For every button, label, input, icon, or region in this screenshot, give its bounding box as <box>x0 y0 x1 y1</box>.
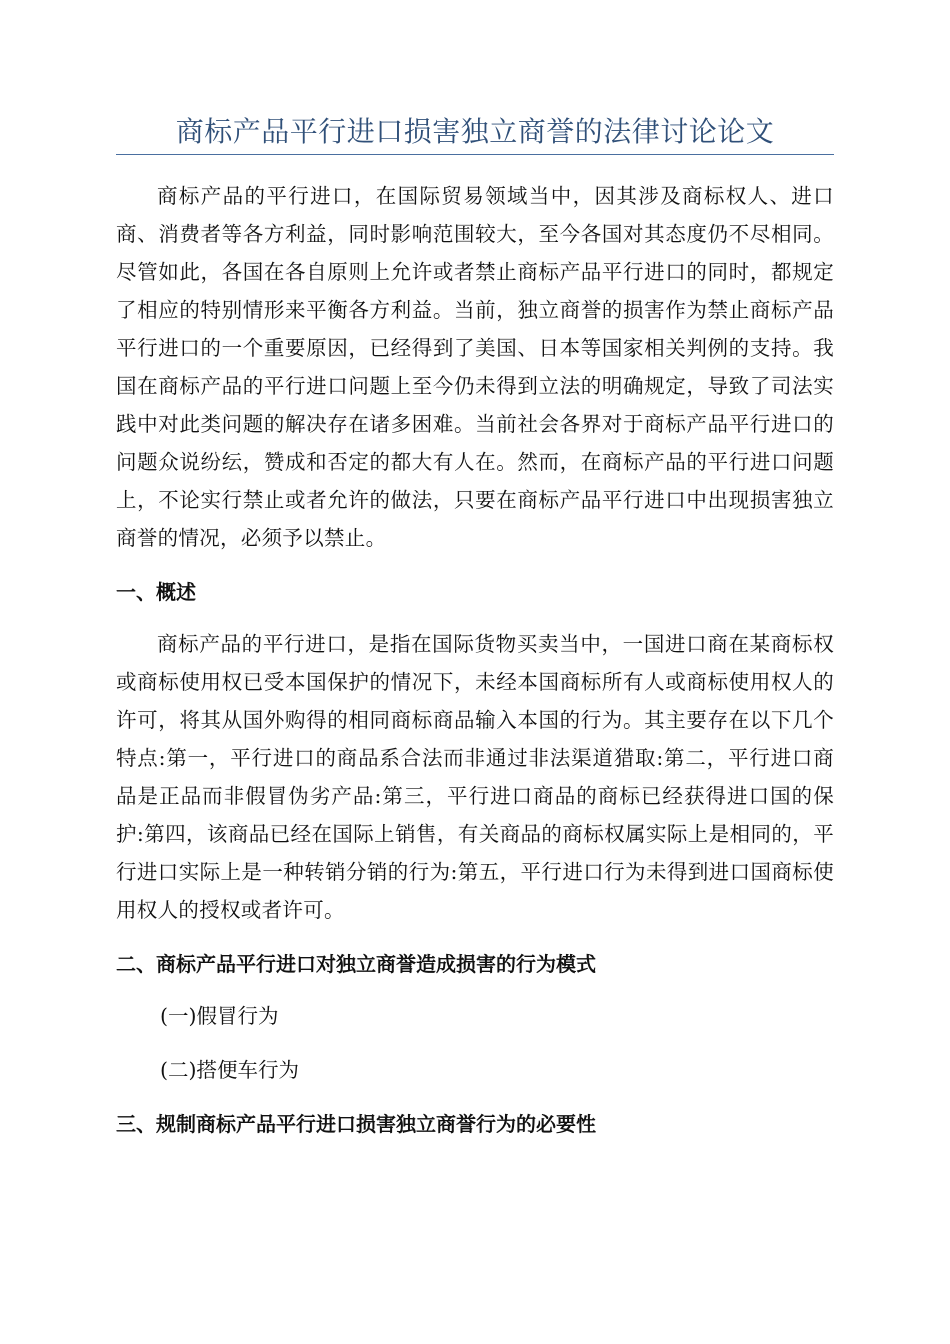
document-title: 商标产品平行进口损害独立商誉的法律讨论论文 <box>116 112 834 155</box>
section-heading-necessity: 三、规制商标产品平行进口损害独立商誉行为的必要性 <box>116 1112 596 1136</box>
section-heading-overview: 一、概述 <box>116 580 196 604</box>
subsection-counterfeit: (一)假冒行为 <box>160 1004 279 1028</box>
subsection-free-riding: (二)搭便车行为 <box>160 1058 299 1082</box>
intro-paragraph: 商标产品的平行进口，在国际贸易领域当中，因其涉及商标权人、进口商、消费者等各方利益，同时影响范围较大，至今各国对其态度仍不尽相同。尽管如此，各国在各自原则上允许或者禁止商标产品平行进口的同时，都规定了相应的特别情形来平衡各方利益。当前，独立商誉的损害作为禁止商标产品平行进口的一个重要原因，已经得到了美国、日本等国家相关判例的支持。我国在商标产品的平行进口问题上至今仍未得到立法的明确规定，导致了司法实践中对此类问题的解决存在诸多困难。当前社会各界对于商标产品平行进口的问题众说纷纭，赞成和否定的都大有人在。然而，在商标产品的平行进口问题上，不论实行禁止或者允许的做法，只要在商标产品平行进口中出现损害独立商誉的情况，必须予以禁止。 <box>116 184 834 550</box>
overview-paragraph: 商标产品的平行进口，是指在国际货物买卖当中，一国进口商在某商标权或商标使用权已受本国保护的情况下，未经本国商标所有人或商标使用权人的许可，将其从国外购得的相同商标商品输入本国的行为。其主要存在以下几个特点:第一，平行进口的商品系合法而非通过非法渠道猎取:第二，平行进口商品是正品而非假冒伪劣产品:第三，平行进口商品的商标已经获得进口国的保护:第四，该商品已经在国际上销售，有关商品的商标权属实际上是相同的，平行进口实际上是一种转销分销的行为:第五，平行进口行为未得到进口国商标使用权人的授权或者许可。 <box>116 632 834 922</box>
document-page <box>116 112 834 1143</box>
section-heading-behavior-patterns: 二、商标产品平行进口对独立商誉造成损害的行为模式 <box>116 952 596 976</box>
